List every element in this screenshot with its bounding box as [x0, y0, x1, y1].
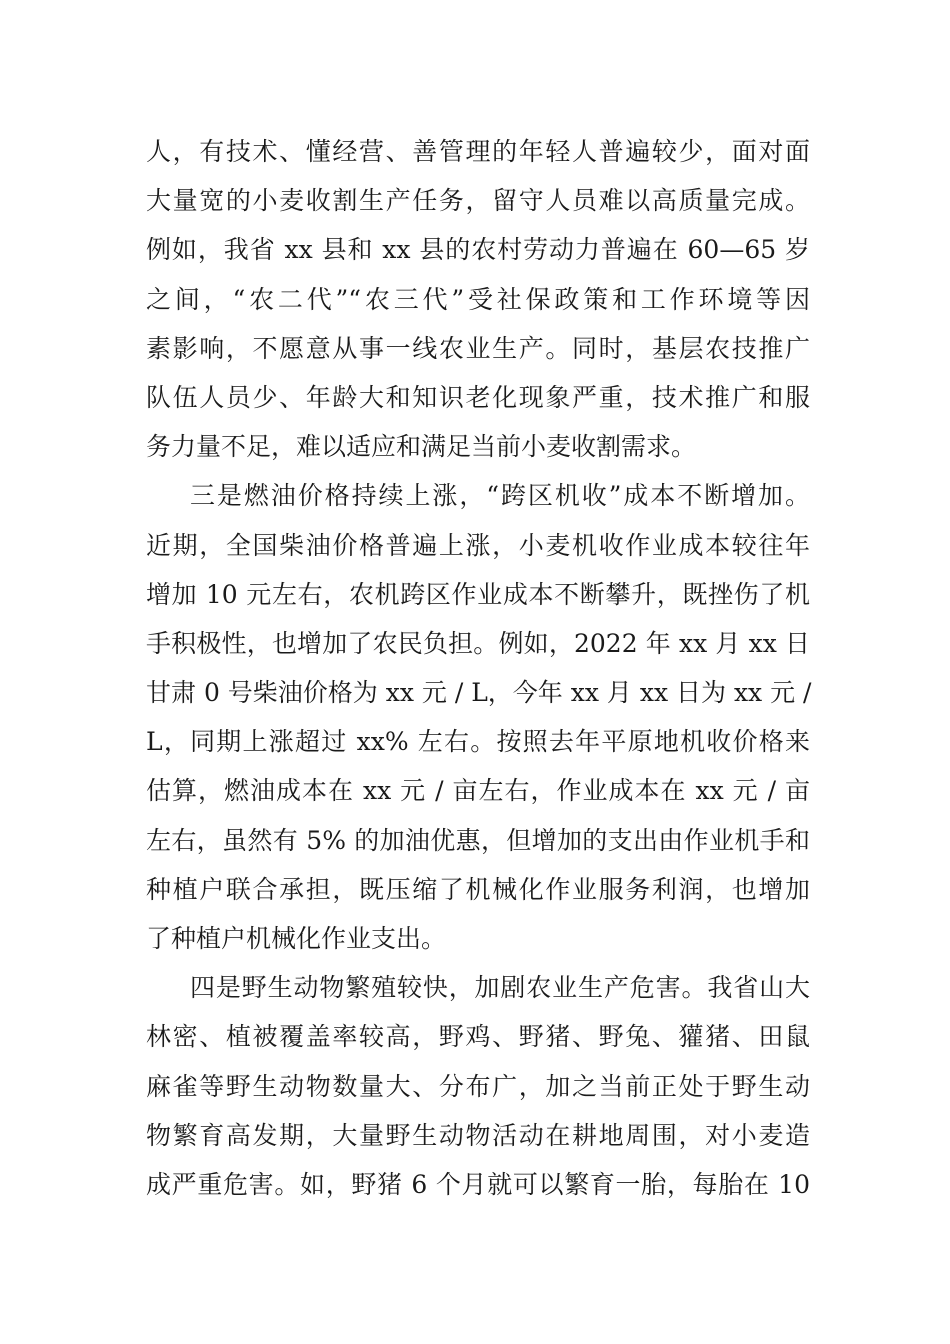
- text-line: 大量宽的小麦收割生产任务，留守人员难以高质量完成。: [146, 186, 810, 216]
- text-line: 增加 10 元左右，农机跨区作业成本不断攀升，既挫伤了机: [146, 579, 810, 609]
- text-line: 务力量不足，难以适应和满足当前小麦收割需求。: [146, 432, 697, 462]
- text-line: 例如，我省 xx 县和 xx 县的农村劳动力普遍在 60—65 岁: [146, 235, 810, 265]
- text-line: 左右，虽然有 5% 的加油优惠，但增加的支出由作业机手和: [146, 825, 810, 855]
- text-line: 近期，全国柴油价格普遍上涨，小麦机收作业成本较往年: [146, 530, 810, 560]
- text-line: 了种植户机械化作业支出。: [146, 924, 447, 953]
- paragraph-heading-4: 四是野生动物繁殖较快，加剧农业生产危害。我省山大: [190, 973, 810, 1003]
- text-line: 甘肃 0 号柴油价格为 xx 元 / L，今年 xx 月 xx 日为 xx 元 /: [146, 678, 812, 708]
- text-line: 手积极性，也增加了农民负担。例如，2022 年 xx 月 xx 日: [146, 628, 810, 658]
- body-text: [146, 127, 810, 1209]
- text-line: 成严重危害。如，野猪 6 个月就可以繁育一胎，每胎在 10: [146, 1169, 810, 1199]
- text-line: 素影响，不愿意从事一线农业生产。同时，基层农技推广: [146, 333, 810, 363]
- text-line: 物繁育高发期，大量野生动物活动在耕地周围，对小麦造: [146, 1120, 810, 1150]
- text-line: 种植户联合承担，既压缩了机械化作业服务利润，也增加: [146, 874, 810, 904]
- text-line: 麻雀等野生动物数量大、分布广，加之当前正处于野生动: [146, 1071, 810, 1101]
- text-line: L，同期上涨超过 xx% 左右。按照去年平原地机收价格来: [146, 727, 810, 757]
- text-line: 之间，“农二代”“农三代”受社保政策和工作环境等因: [146, 284, 810, 314]
- text-line: 人，有技术、懂经营、善管理的年轻人普遍较少，面对面: [146, 137, 810, 166]
- paragraph-heading-3: 三是燃油价格持续上涨，“跨区机收”成本不断增加。: [190, 481, 810, 511]
- text-line: 林密、植被覆盖率较高，野鸡、野猪、野兔、獾猪、田鼠: [146, 1022, 810, 1052]
- text-line: 队伍人员少、年龄大和知识老化现象严重，技术推广和服: [146, 382, 810, 412]
- text-line: 估算，燃油成本在 xx 元 / 亩左右，作业成本在 xx 元 / 亩: [146, 776, 810, 806]
